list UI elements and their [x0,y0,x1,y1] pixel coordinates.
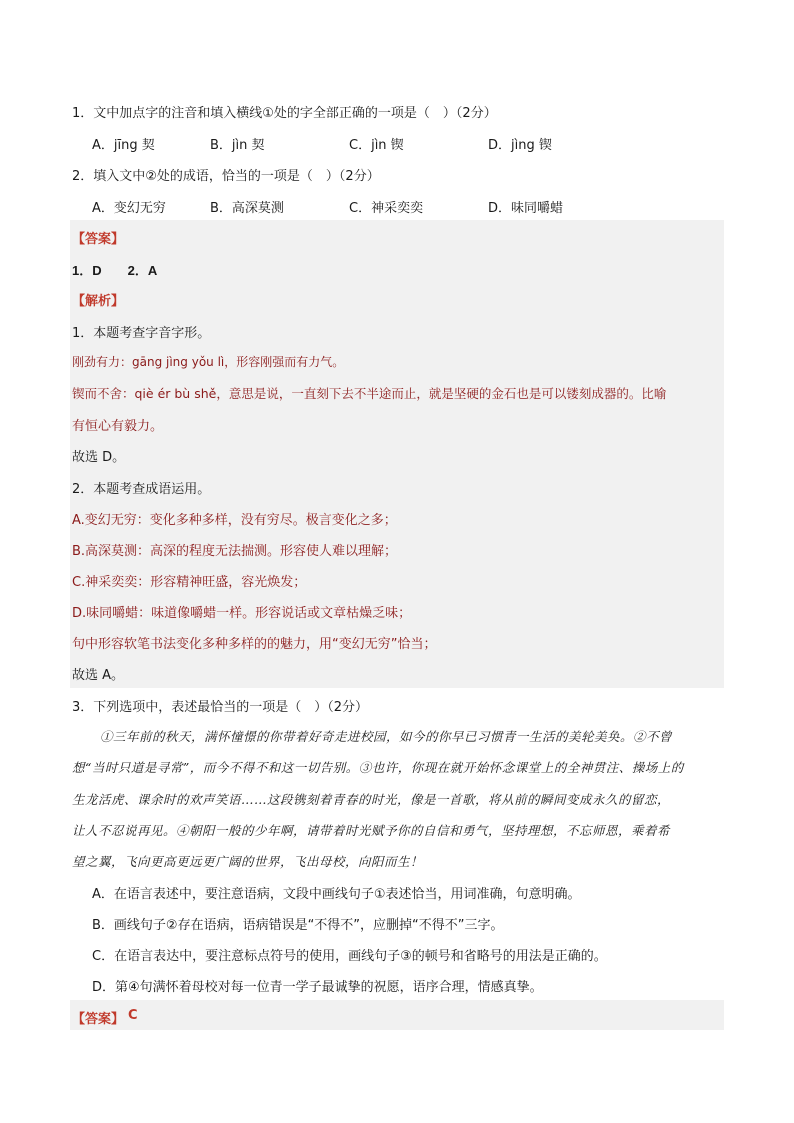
analysis-line: A.变幻无穷：变化多种多样，没有穷尽。极言变化之多； [72,513,397,528]
q2-option-b: B．高深莫测 [210,201,284,216]
analysis-line: 有恒心有毅力。 [72,419,164,434]
analysis-line: C.神采奕奕：形容精神旺盛，容光焕发； [72,575,307,590]
passage-line: 生龙活虎、课余时的欢声笑语……这段镌刻着青春的时光，像是一首歌，将从前的瞬间变成永久的留恋， [72,792,671,807]
q3-option-b: B．画线句子②存在语病，语病错误是“不得不”，应删掉“不得不”三字。 [92,918,504,933]
analysis-line: 1．本题考查字音字形。 [72,326,211,341]
analysis-line: B.高深莫测：高深的程度无法揣测。形容使人难以理解； [72,544,398,559]
analysis-line: 句中形容软笔书法变化多种多样的的魅力，用“变幻无穷”恰当； [72,637,437,652]
analysis-line: D.味同嚼蜡：味道像嚼蜡一样。形容说话或文章枯燥乏味； [72,606,412,621]
q1-option-d: D．jìng 锲 [488,138,552,153]
analysis-line: 2．本题考查成语运用。 [72,482,211,497]
answer-line: 1．D 2．A [72,263,158,278]
answer-value-2: C [128,1008,138,1023]
q1-option-c: C．jìn 锲 [349,138,404,153]
question-2-stem: 2．填入文中②处的成语，恰当的一项是（ ）（2分） [72,169,380,184]
analysis-line: 故选 D。 [72,450,126,465]
passage-line: ①三年前的秋天，满怀憧憬的你带着好奇走进校园，如今的你早已习惯青一生活的美轮美奂。②不曾 [100,729,673,744]
q3-option-c: C．在语言表达中，要注意标点符号的使用，画线句子③的顿号和省略号的用法是正确的。 [92,949,607,964]
answer-label: 【答案】 [72,232,125,247]
answer-label-2: 【答案】 [72,1012,125,1027]
q2-option-d: D．味同嚼蜡 [488,201,564,216]
answer-panel-2 [70,1000,724,1030]
question-3-stem: 3．下列选项中，表述最恰当的一项是（ ）（2分） [72,700,369,715]
passage-line: 望之翼，飞向更高更远更广阔的世界，飞出母校，向阳而生！ [72,854,424,869]
analysis-line: 刚劲有力：gāng jìng yǒu lì，形容刚强而有力气。 [72,355,345,369]
q1-option-b: B．jìn 契 [210,138,265,153]
analysis-line: 故选 A。 [72,668,125,683]
analysis-line: 锲而不舍：qiè ér bù shě，意思是说，一直刻下去不半途而止，就是坚硬的金石也是可以镂刻成器的。比喻 [72,386,667,401]
q1-option-a: A．jīng 契 [92,138,155,153]
analysis-label: 【解析】 [72,294,125,309]
question-1-stem: 1．文中加点字的注音和填入横线①处的字全部正确的一项是（ ）（2分） [72,106,497,121]
q3-option-d: D．第④句满怀着母校对每一位青一学子最诚挚的祝愿，语序合理，情感真挚。 [92,980,543,995]
q2-option-c: C．神采奕奕 [349,201,424,216]
passage-line: 想“当时只道是寻常”，而今不得不和这一切告别。③也许，你现在就开始怀念课堂上的全神贯注、操场上的 [72,760,684,775]
passage-line: 让人不忍说再见。④朝阳一般的少年啊，请带着时光赋予你的自信和勇气，坚持理想，不忘师恩，乘着希 [72,823,671,838]
q3-option-a: A．在语言表述中，要注意语病，文段中画线句子①表述恰当，用词准确，句意明确。 [92,887,581,902]
q2-option-a: A．变幻无穷 [92,201,166,216]
